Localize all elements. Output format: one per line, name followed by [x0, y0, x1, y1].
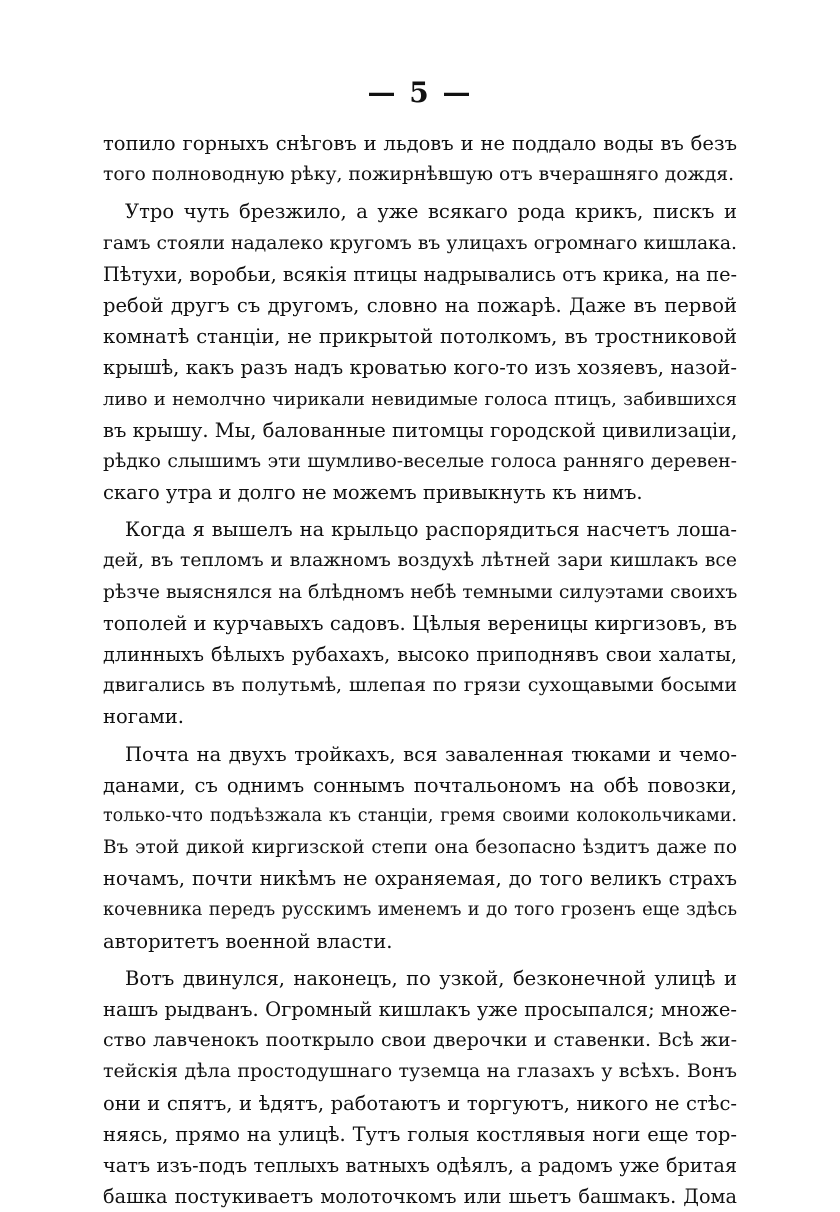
text-line: Пѣтухи, воробьи, всякія птицы надрывались отъ крика, на пе- — [103, 262, 737, 286]
text-line: нашъ рыдванъ. Огромный кишлакъ уже просыпался; множе- — [103, 998, 737, 1022]
text-line: только-что подъѣзжала къ станціи, гремя своими колокольчиками. — [103, 805, 737, 826]
paragraph — [103, 514, 737, 732]
text-line: двигались въ полутьмѣ, шлепая по грязи сухощавыми босыми — [103, 674, 737, 697]
body-text — [103, 128, 737, 1212]
text-line: рѣзче выяснялся на блѣдномъ небѣ темными силуэтами своихъ — [103, 581, 737, 603]
text-line: Когда я вышелъ на крыльцо распорядиться насчетъ лоша- — [125, 518, 737, 542]
text-line: Почта на двухъ тройкахъ, вся заваленная тюками и чемо- — [125, 742, 737, 766]
paragraph — [103, 196, 737, 508]
text-line: ночамъ, почти никѣмъ не охраняемая, до того великъ страхъ — [103, 867, 737, 891]
text-line: ребой другъ съ другомъ, словно на пожарѣ. Даже въ первой — [103, 293, 737, 317]
text-line: тейскія дѣла простодушнаго туземца на глазахъ у всѣхъ. Вонъ — [103, 1060, 737, 1083]
text-line: они и спятъ, и ѣдятъ, работаютъ и торгуютъ, никого не стѣс- — [103, 1091, 737, 1115]
text-line: длинныхъ бѣлыхъ рубахахъ, высоко приподнявъ свои халаты, — [103, 643, 737, 666]
text-line: гамъ стояли надалеко кругомъ въ улицахъ огромнаго кишлака. — [103, 232, 737, 254]
text-line: башка постукиваетъ молоточкомъ или шьетъ башмакъ. Дома — [103, 1185, 737, 1209]
text-line: тополей и курчавыхъ садовъ. Цѣлыя вереницы киргизовъ, въ — [103, 611, 737, 635]
text-line: няясь, прямо на улицѣ. Тутъ голыя костлявыя ноги еще тор- — [103, 1122, 737, 1146]
text-line: въ крышу. Мы, балованные питомцы городской цивилизаціи, — [103, 418, 737, 442]
text-line: ство лавченокъ пооткрыло свои дверочки и ставенки. Всѣ жи- — [103, 1029, 737, 1052]
paragraph — [103, 128, 737, 190]
text-line: данами, съ однимъ соннымъ почтальономъ на обѣ повозки, — [103, 773, 737, 797]
text-line: топило горныхъ снѣговъ и льдовъ и не поддало воды въ безъ — [103, 132, 737, 155]
text-line: ливо и немолчно чирикали невидимые голоса птицъ, забившихся — [103, 388, 737, 410]
paragraph — [103, 739, 737, 957]
text-line: того полноводную рѣку, пожирнѣвшую отъ вчерашняго дождя. — [103, 164, 735, 186]
text-line: Утро чуть брезжило, а уже всякаго рода крикъ, пискъ и — [125, 200, 737, 224]
text-line: авторитетъ военной власти. — [103, 929, 393, 953]
text-line: дей, въ тепломъ и влажномъ воздухѣ лѣтней зари кишлакъ все — [103, 550, 737, 572]
text-line: рѣдко слышимъ эти шумливо-веселые голоса ранняго деревен- — [103, 450, 737, 472]
paragraph — [103, 963, 737, 1212]
text-line: комнатѣ станціи, не прикрытой потолкомъ, въ тростниковой — [103, 325, 737, 349]
text-line: ногами. — [103, 705, 184, 729]
text-line: чатъ изъ-подъ теплыхъ ватныхъ одѣялъ, а радомъ уже бритая — [103, 1154, 737, 1177]
text-line: Вотъ двинулся, наконецъ, по узкой, безконечной улицѣ и — [125, 966, 737, 990]
text-line: кочевника передъ русскимъ именемъ и до того грозенъ еще здѣсь — [103, 899, 737, 920]
text-line: крышѣ, какъ разъ надъ кроватью кого-то изъ хозяевъ, назой- — [103, 356, 737, 380]
page-number: — 5 — — [367, 76, 473, 109]
text-line: Въ этой дикой киргизской степи она безопасно ѣздитъ даже по — [103, 837, 737, 859]
text-line: скаго утра и долго не можемъ привыкнуть къ нимъ. — [103, 481, 643, 505]
